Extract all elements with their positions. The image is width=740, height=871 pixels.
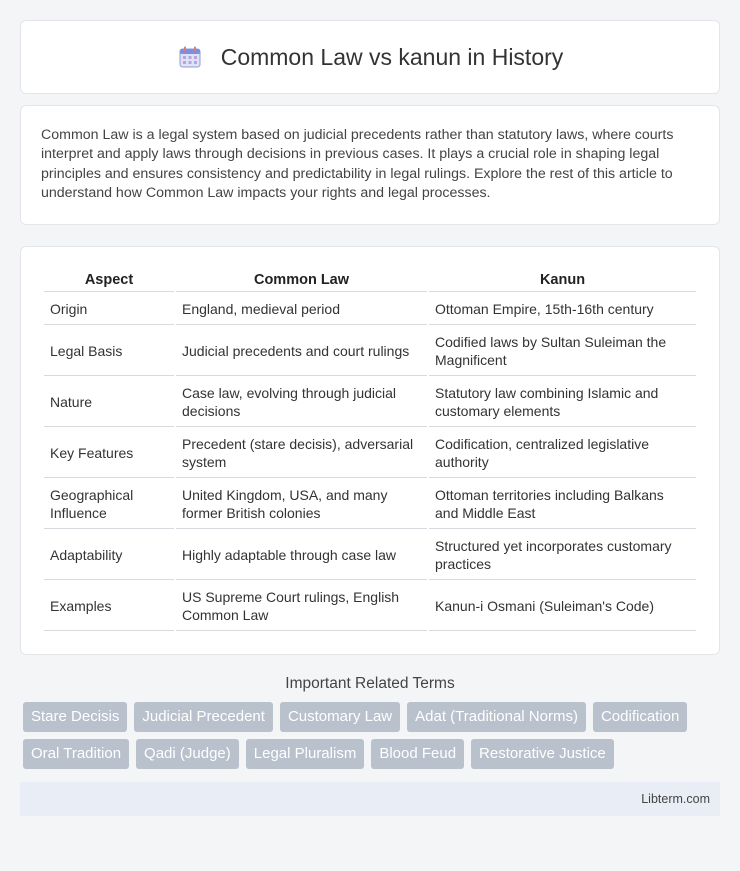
tag-restorative-justice[interactable]: Restorative Justice bbox=[471, 739, 614, 769]
table-row bbox=[44, 378, 696, 427]
tag-adat[interactable]: Adat (Traditional Norms) bbox=[407, 702, 586, 732]
header-aspect: Aspect bbox=[44, 269, 174, 292]
intro-card bbox=[20, 105, 720, 225]
cell-kanun: Structured yet incorporates customary practices bbox=[429, 531, 696, 580]
tag-qadi[interactable]: Qadi (Judge) bbox=[136, 739, 239, 769]
header-common-law: Common Law bbox=[176, 269, 427, 292]
cell-common-law: Highly adaptable through case law bbox=[176, 531, 427, 580]
cell-common-law: US Supreme Court rulings, English Common Law bbox=[176, 582, 427, 631]
table-row bbox=[44, 480, 696, 529]
cell-kanun: Ottoman territories including Balkans and Middle East bbox=[429, 480, 696, 529]
table-row bbox=[44, 531, 696, 580]
comparison-table bbox=[42, 267, 698, 633]
cell-common-law: Case law, evolving through judicial decisions bbox=[176, 378, 427, 427]
header-kanun: Kanun bbox=[429, 269, 696, 292]
tag-codification[interactable]: Codification bbox=[593, 702, 687, 732]
cell-aspect: Examples bbox=[44, 582, 174, 631]
tag-blood-feud[interactable]: Blood Feud bbox=[371, 739, 464, 769]
cell-aspect: Legal Basis bbox=[44, 327, 174, 376]
comparison-card bbox=[20, 246, 720, 655]
cell-common-law: United Kingdom, USA, and many former British colonies bbox=[176, 480, 427, 529]
cell-kanun: Statutory law combining Islamic and customary elements bbox=[429, 378, 696, 427]
footer bbox=[20, 782, 720, 816]
related-terms-list bbox=[20, 702, 720, 769]
calendar-icon bbox=[177, 44, 203, 70]
page-title: Common Law vs kanun in History bbox=[220, 43, 564, 70]
cell-kanun: Codified laws by Sultan Suleiman the Magnificent bbox=[429, 327, 696, 376]
cell-aspect: Nature bbox=[44, 378, 174, 427]
cell-kanun: Codification, centralized legislative authority bbox=[429, 429, 696, 478]
tag-customary-law[interactable]: Customary Law bbox=[280, 702, 400, 732]
cell-aspect: Key Features bbox=[44, 429, 174, 478]
table-row bbox=[44, 327, 696, 376]
cell-kanun: Kanun-i Osmani (Suleiman's Code) bbox=[429, 582, 696, 631]
footer-site-link[interactable]: Libterm.com bbox=[641, 792, 710, 807]
tag-legal-pluralism[interactable]: Legal Pluralism bbox=[246, 739, 365, 769]
tag-oral-tradition[interactable]: Oral Tradition bbox=[23, 739, 129, 769]
intro-text: Common Law is a legal system based on judicial precedents rather than statutory laws, where courts interpret and apply laws through decisions in previous cases. It plays a crucial role in shaping legal principles and ensures consistency and predictability in legal rulings. Explore the rest of this article to understand how Common Law impacts your rights and legal processes. bbox=[41, 127, 674, 201]
related-terms-title: Important Related Terms bbox=[285, 675, 455, 693]
table-row bbox=[44, 429, 696, 478]
cell-common-law: Precedent (stare decisis), adversarial system bbox=[176, 429, 427, 478]
table-row bbox=[44, 294, 696, 325]
tag-judicial-precedent[interactable]: Judicial Precedent bbox=[134, 702, 273, 732]
cell-aspect: Adaptability bbox=[44, 531, 174, 580]
cell-common-law: Judicial precedents and court rulings bbox=[176, 327, 427, 376]
cell-aspect: Origin bbox=[44, 294, 174, 325]
table-row bbox=[44, 582, 696, 631]
cell-common-law: England, medieval period bbox=[176, 294, 427, 325]
title-card bbox=[20, 20, 720, 94]
tag-stare-decisis[interactable]: Stare Decisis bbox=[23, 702, 127, 732]
cell-kanun: Ottoman Empire, 15th-16th century bbox=[429, 294, 696, 325]
table-header-row bbox=[44, 269, 696, 292]
cell-aspect: Geographical Influence bbox=[44, 480, 174, 529]
